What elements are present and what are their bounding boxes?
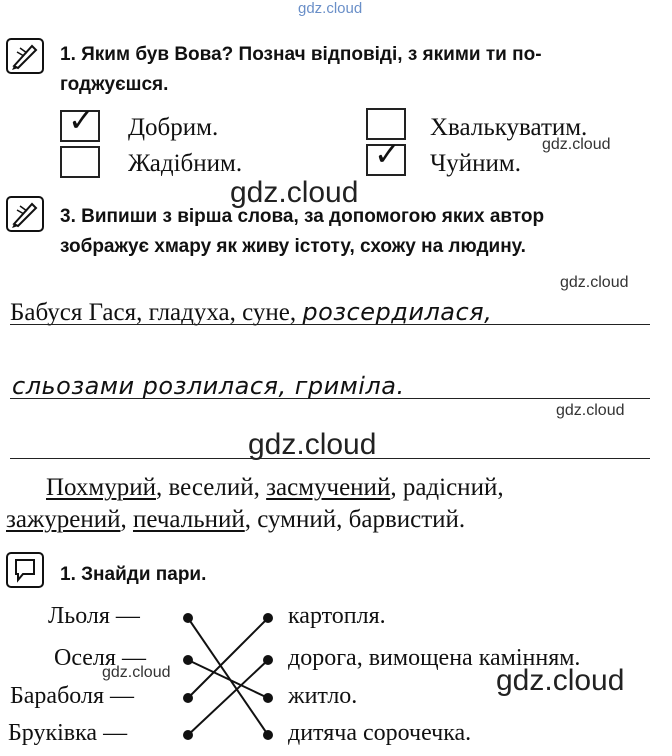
watermark-5: gdz.cloud — [248, 428, 377, 461]
match-right-1: дорога, вимощена камінням. — [288, 645, 581, 671]
match-left-0: Льоля — — [48, 603, 140, 629]
watermark-1: gdz.cloud — [230, 176, 359, 209]
underlined-word: засмучений — [266, 474, 391, 501]
underlined-word: Похмурий — [46, 474, 157, 501]
watermark-top: gdz.cloud — [298, 0, 363, 17]
match-left-3: Бруківка — — [8, 720, 128, 746]
match-line-1 — [188, 660, 268, 698]
answer-handwritten-1: розсердилася, — [302, 298, 493, 326]
watermark-3: gdz.cloud — [560, 274, 629, 291]
task-c-number: 1. — [60, 564, 76, 585]
word-list-text: , сумний, барвистий. — [244, 506, 466, 533]
task-a-line1: Яким був Вова? Познач відповіді, з якими ти по- — [81, 44, 542, 65]
task-b-line1: Випиши з вірша слова, за допомогою яких автор — [81, 206, 545, 227]
task-a-number: 1. — [60, 44, 76, 65]
answer-printed: Бабуся Гася, гладуха, суне, — [10, 299, 297, 326]
match-left-1: Оселя — — [54, 645, 146, 671]
checkmark-icon: ✓ — [374, 135, 401, 173]
match-left-2: Бараболя — — [10, 683, 134, 709]
checkmark-icon: ✓ — [68, 101, 95, 139]
watermark-7: gdz.cloud — [496, 664, 625, 697]
underlined-word: печальний — [132, 506, 245, 533]
match-right-0: картопля. — [288, 603, 386, 629]
word-list-text: , радісний, — [390, 474, 504, 501]
answer-handwritten-2: сльозами розлилася, гриміла. — [12, 372, 405, 400]
word-list-text: , — [120, 506, 133, 533]
option-khvalkuvatym: Хвалькуватим. — [430, 114, 588, 141]
option-dobrym: Добрим. — [128, 114, 219, 141]
watermark-2: gdz.cloud — [542, 136, 611, 153]
match-line-2 — [188, 618, 268, 698]
watermark-4: gdz.cloud — [556, 402, 625, 419]
option-zhadibnym: Жадібним. — [128, 150, 243, 177]
option-chuinym: Чуйним. — [430, 150, 521, 177]
task-c-title: Знайди пари. — [81, 564, 207, 585]
match-line-3 — [188, 660, 268, 735]
match-line-0 — [188, 618, 268, 735]
task-b-line2: зображує хмару як живу істоту, схожу на людину. — [60, 236, 526, 257]
match-right-2: житло. — [288, 683, 358, 709]
watermark-6: gdz.cloud — [102, 664, 171, 681]
task-b-number: 3. — [60, 206, 76, 227]
underlined-word: зажурений — [6, 506, 121, 533]
task-a-line2: годжуєшся. — [60, 74, 169, 95]
word-list-text: , веселий, — [156, 474, 267, 501]
match-right-3: дитяча сорочечка. — [288, 720, 472, 746]
